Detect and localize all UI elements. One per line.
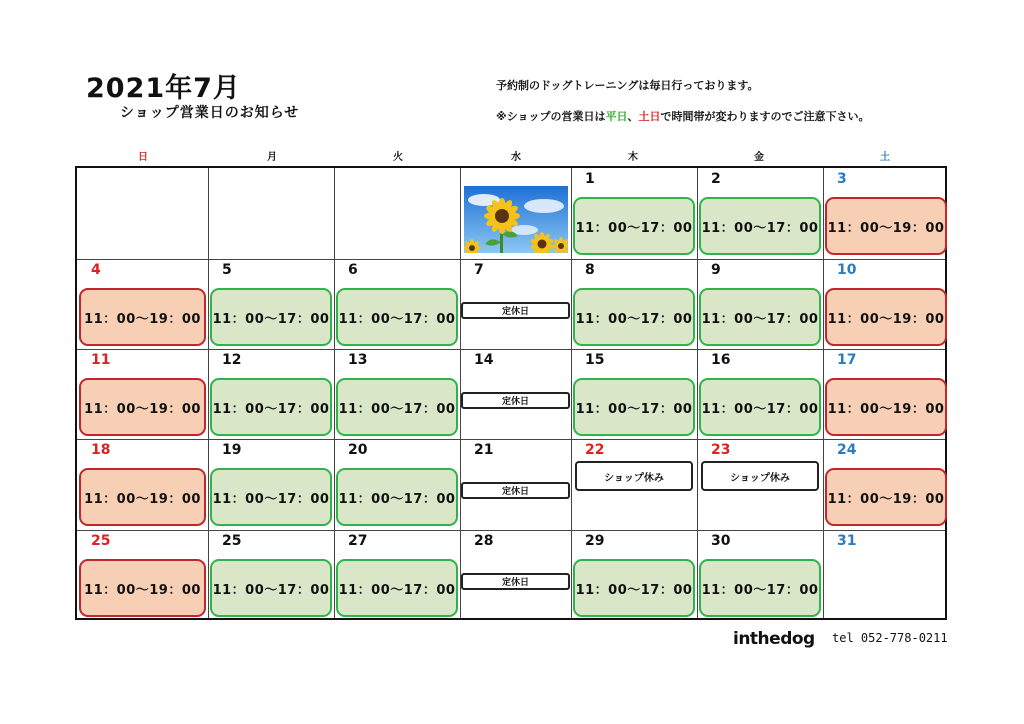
calendar-grid	[75, 166, 947, 620]
day-number: 25	[222, 533, 242, 549]
weekday-hours-badge: 11：00〜17：00	[699, 378, 821, 436]
weekday-hours-badge: 11：00〜17：00	[210, 468, 332, 526]
calendar-day-cell	[460, 439, 571, 530]
calendar-day-cell	[208, 439, 334, 530]
weekend-hours-badge: 11：00〜19：00	[825, 378, 947, 436]
weekday-hours-badge: 11：00〜17：00	[210, 288, 332, 346]
calendar-day-cell	[77, 349, 208, 439]
calendar-day-cell	[334, 168, 460, 259]
calendar-day-cell	[697, 168, 823, 259]
calendar-day-cell	[208, 349, 334, 439]
calendar-day-cell	[697, 439, 823, 530]
brand-logo: inthedog	[733, 629, 815, 649]
day-number: 5	[222, 262, 232, 278]
day-number: 19	[222, 442, 242, 458]
calendar-day-cell	[77, 168, 208, 259]
weekday-header: 火	[393, 152, 403, 163]
weekend-hours-badge: 11：00〜19：00	[79, 559, 206, 617]
day-number: 23	[711, 442, 731, 458]
day-number: 15	[585, 352, 605, 368]
sunflower-image	[464, 186, 568, 253]
day-number: 30	[711, 533, 731, 549]
hours-note-weekend: 土日	[638, 110, 661, 123]
calendar-day-cell	[823, 530, 949, 620]
calendar-day-cell	[77, 439, 208, 530]
day-number: 28	[474, 533, 494, 549]
day-number: 13	[348, 352, 368, 368]
weekend-hours-badge: 11：00〜19：00	[825, 197, 947, 255]
weekend-hours-badge: 11：00〜19：00	[79, 288, 206, 346]
weekday-hours-badge: 11：00〜17：00	[699, 288, 821, 346]
day-number: 14	[474, 352, 494, 368]
day-number: 4	[91, 262, 101, 278]
calendar-day-cell	[823, 259, 949, 349]
calendar-day-cell	[334, 439, 460, 530]
weekday-hours-badge: 11：00〜17：00	[336, 378, 458, 436]
weekday-hours-badge: 11：00〜17：00	[210, 378, 332, 436]
weekday-hours-badge: 11：00〜17：00	[573, 559, 695, 617]
calendar-day-cell	[460, 168, 571, 259]
weekday-hours-badge: 11：00〜17：00	[573, 378, 695, 436]
weekday-header: 水	[511, 152, 521, 163]
calendar-day-cell	[823, 168, 949, 259]
calendar-day-cell	[460, 349, 571, 439]
day-number: 17	[837, 352, 857, 368]
calendar-day-cell	[77, 530, 208, 620]
calendar-day-cell	[334, 349, 460, 439]
day-number: 9	[711, 262, 721, 278]
calendar-day-cell	[334, 259, 460, 349]
calendar-day-cell	[208, 259, 334, 349]
day-number: 18	[91, 442, 111, 458]
weekday-header: 日	[138, 152, 148, 163]
day-number: 10	[837, 262, 857, 278]
hours-note-part: 、	[627, 110, 639, 123]
day-number: 29	[585, 533, 605, 549]
calendar-day-cell	[571, 349, 697, 439]
calendar-day-cell	[208, 168, 334, 259]
calendar-day-cell	[334, 530, 460, 620]
day-number: 31	[837, 533, 857, 549]
weekday-header: 金	[754, 152, 764, 163]
weekday-header: 木	[628, 152, 638, 163]
weekday-hours-badge: 11：00〜17：00	[210, 559, 332, 617]
calendar-day-cell	[460, 259, 571, 349]
day-number: 22	[585, 442, 605, 458]
calendar-day-cell	[823, 439, 949, 530]
day-number: 6	[348, 262, 358, 278]
weekend-hours-badge: 11：00〜19：00	[79, 468, 206, 526]
day-number: 1	[585, 171, 595, 187]
day-number: 11	[91, 352, 111, 368]
training-note: 予約制のドッグトレーニングは毎日行っております。	[496, 79, 759, 92]
calendar-day-cell	[460, 530, 571, 620]
weekday-header: 土	[880, 152, 890, 163]
hours-note-weekday: 平日	[605, 110, 628, 123]
weekday-hours-badge: 11：00〜17：00	[573, 288, 695, 346]
calendar-day-cell	[571, 168, 697, 259]
weekday-hours-badge: 11：00〜17：00	[699, 197, 821, 255]
calendar-day-cell	[697, 259, 823, 349]
calendar-subtitle: ショップ営業日のお知らせ	[120, 105, 300, 121]
hours-note-part: ※ショップの営業日は	[496, 110, 606, 123]
calendar-day-cell	[571, 530, 697, 620]
shop-closed-label: ショップ休み	[701, 461, 819, 491]
day-number: 25	[91, 533, 111, 549]
calendar-day-cell	[571, 439, 697, 530]
day-number: 27	[348, 533, 368, 549]
day-number: 16	[711, 352, 731, 368]
phone-number: tel 052-778-0211	[832, 631, 948, 645]
day-number: 3	[837, 171, 847, 187]
weekday-hours-badge: 11：00〜17：00	[336, 559, 458, 617]
regular-holiday-label: 定休日	[461, 573, 570, 590]
hours-note	[496, 108, 869, 124]
regular-holiday-label: 定休日	[461, 392, 570, 409]
day-number: 7	[474, 262, 484, 278]
hours-note-part: で時間帯が変わりますのでご注意下さい。	[660, 110, 870, 123]
weekday-hours-badge: 11：00〜17：00	[699, 559, 821, 617]
regular-holiday-label: 定休日	[461, 302, 570, 319]
calendar-day-cell	[208, 530, 334, 620]
day-number: 8	[585, 262, 595, 278]
calendar-day-cell	[77, 259, 208, 349]
calendar-day-cell	[697, 530, 823, 620]
shop-closed-label: ショップ休み	[575, 461, 693, 491]
weekend-hours-badge: 11：00〜19：00	[825, 288, 947, 346]
day-number: 12	[222, 352, 242, 368]
day-number: 24	[837, 442, 857, 458]
weekday-hours-badge: 11：00〜17：00	[336, 288, 458, 346]
calendar-day-cell	[571, 259, 697, 349]
day-number: 21	[474, 442, 494, 458]
weekend-hours-badge: 11：00〜19：00	[825, 468, 947, 526]
weekday-header: 月	[267, 152, 277, 163]
regular-holiday-label: 定休日	[461, 482, 570, 499]
day-number: 2	[711, 171, 721, 187]
calendar-day-cell	[697, 349, 823, 439]
weekend-hours-badge: 11：00〜19：00	[79, 378, 206, 436]
calendar-day-cell	[823, 349, 949, 439]
day-number: 20	[348, 442, 368, 458]
calendar-title: 2021年7月	[86, 73, 241, 104]
weekday-hours-badge: 11：00〜17：00	[573, 197, 695, 255]
weekday-hours-badge: 11：00〜17：00	[336, 468, 458, 526]
